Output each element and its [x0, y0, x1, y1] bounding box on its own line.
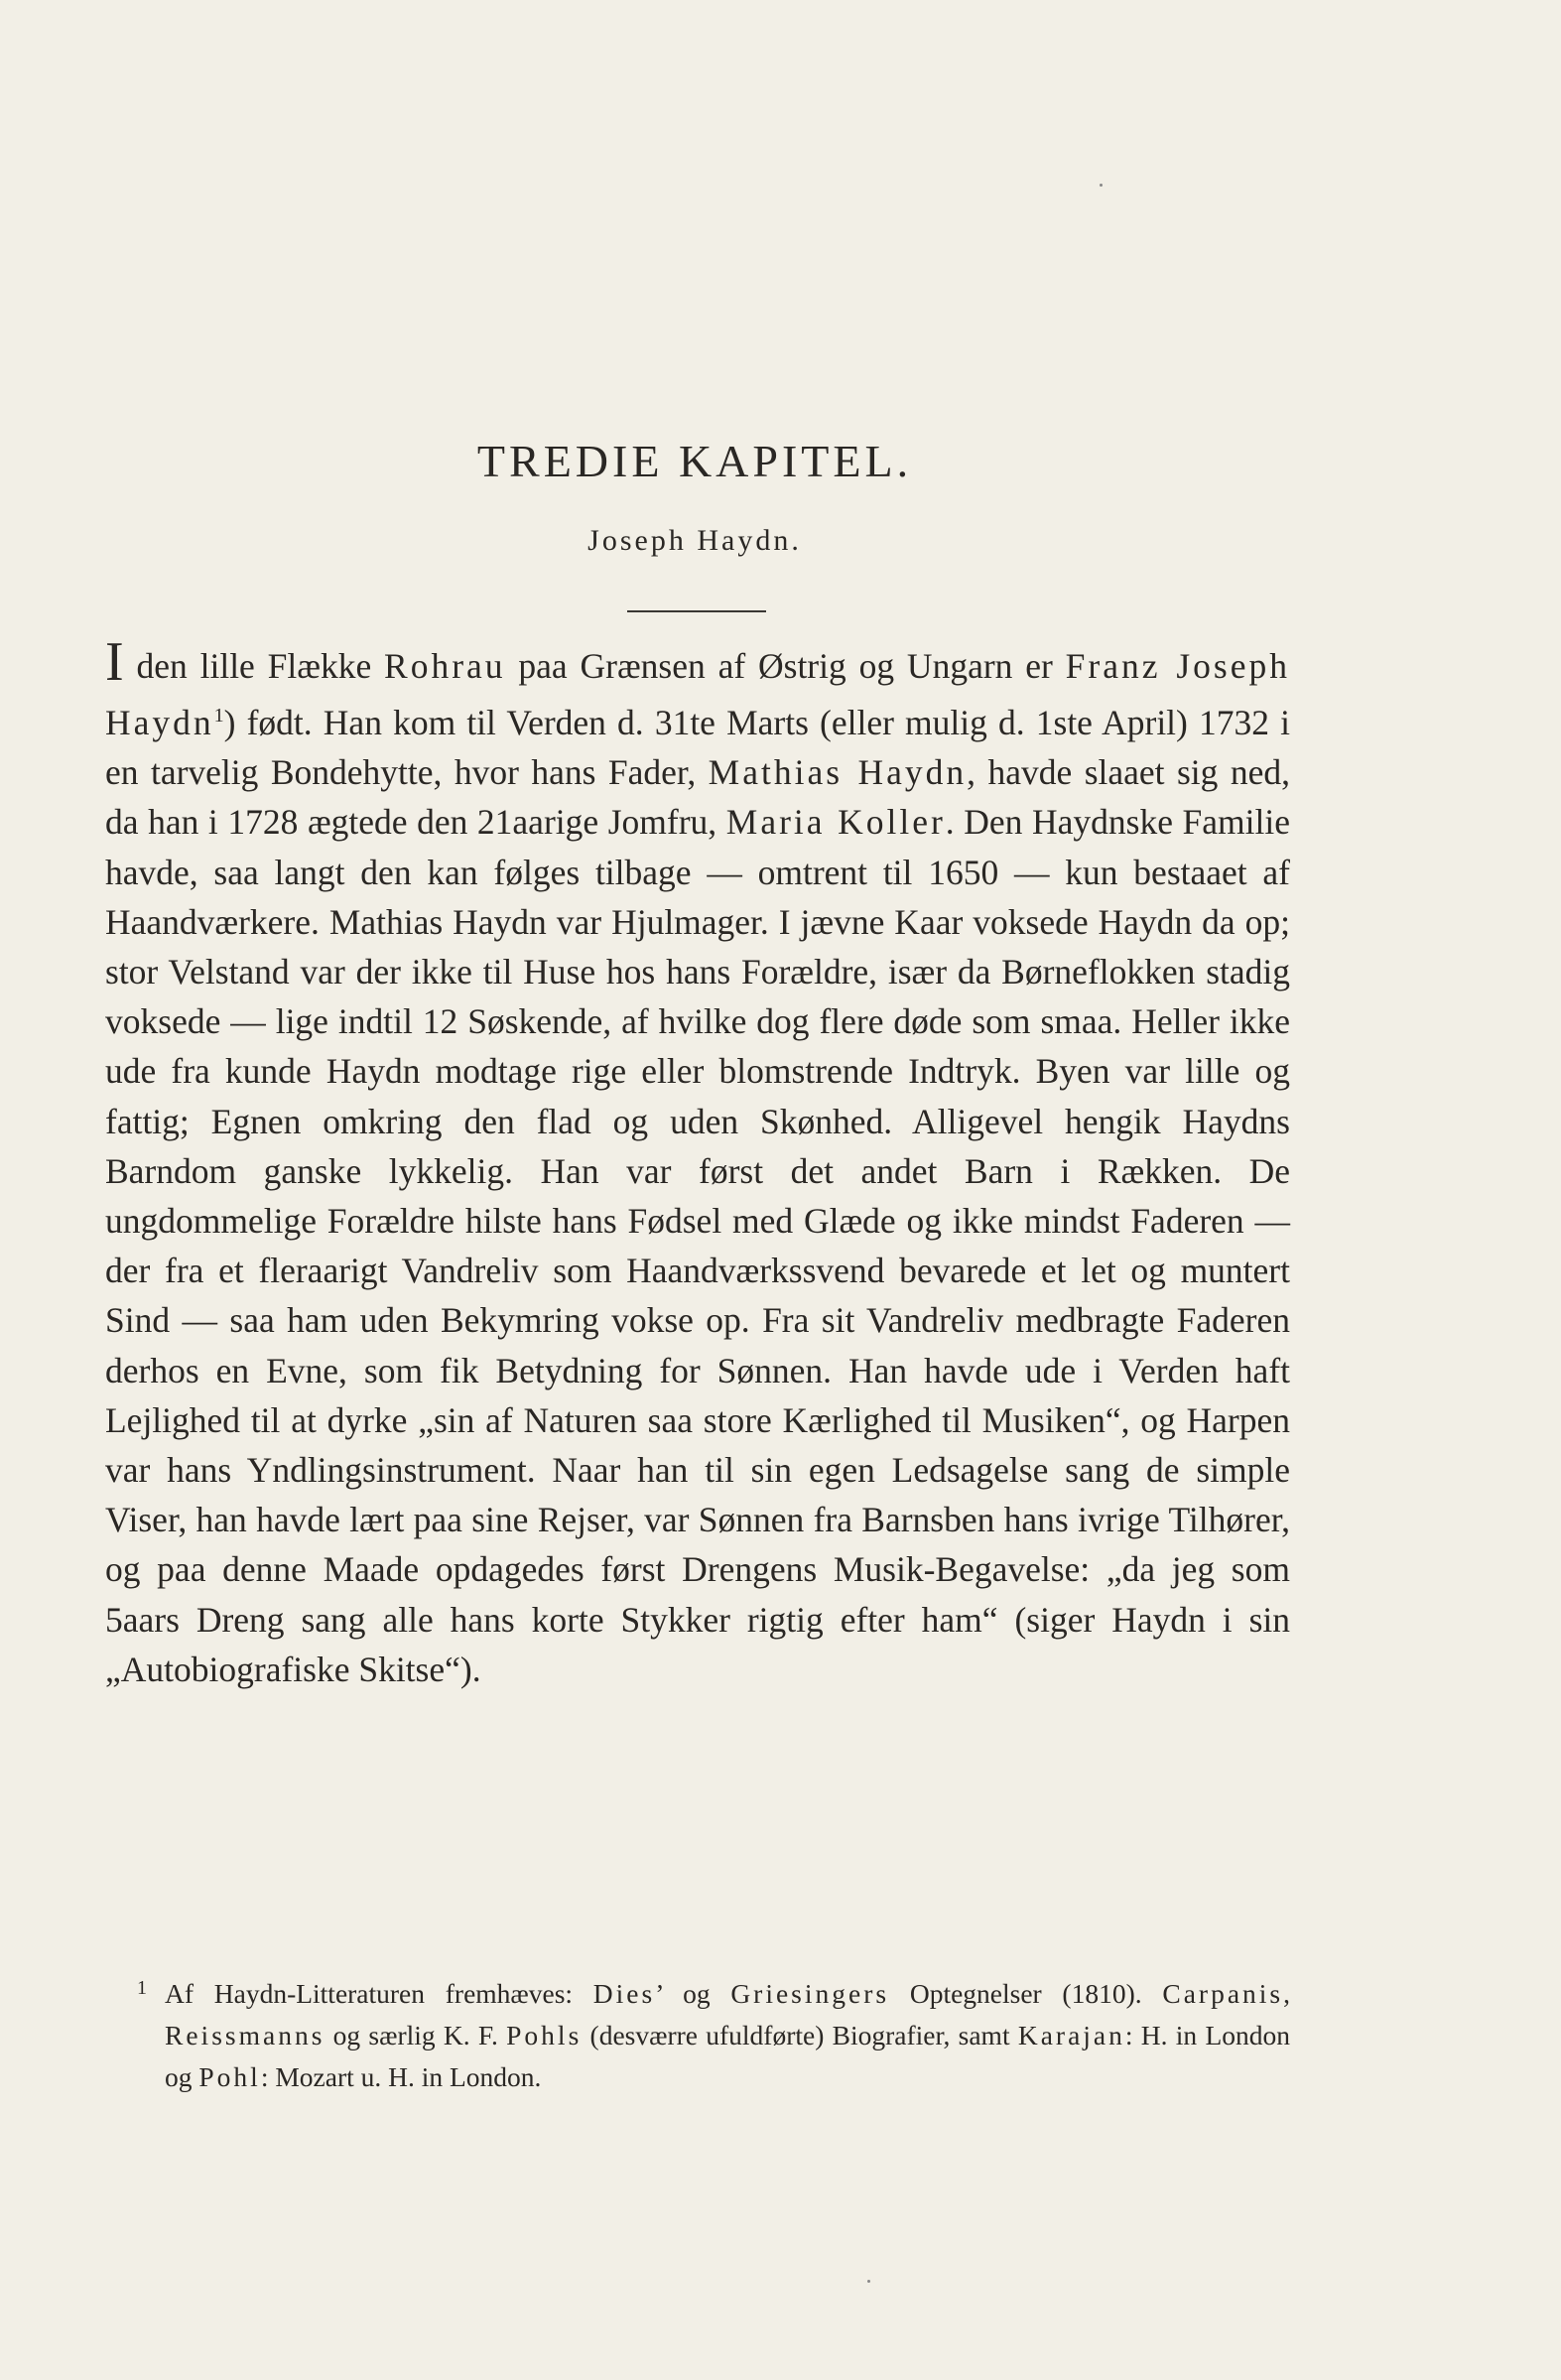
text-run: den lille Flække	[123, 646, 385, 686]
person-name: Mathias Haydn	[708, 752, 968, 793]
main-paragraph	[105, 631, 1291, 1694]
author-name: Pohls	[506, 2020, 583, 2050]
author-name: Karajan	[1017, 2020, 1125, 2050]
footnote-text: : H. in London og	[165, 2020, 1290, 2092]
footnote-text: : Mozart u. H. in London.	[260, 2061, 542, 2092]
text-run: , havde slaaet sig ned, da han i 1728 ægtede den 21aarige Jomfru,	[105, 752, 1291, 843]
author-name: Dies	[592, 1978, 656, 2009]
footnote-text: Af Haydn-Litteraturen fremhæves:	[165, 1978, 593, 2009]
text-run: paa Grænsen af Østrig og Ungarn er	[505, 646, 1066, 686]
footnote	[137, 1973, 1290, 2098]
title-divider	[627, 610, 766, 612]
footnote-text: (desværre ufuldførte) Biografier, samt	[582, 2020, 1018, 2050]
text-run: . Den Haydnske Familie havde, saa langt den kan følges tilbage — omtrent til 1650 — kun bestaaet af Haandværkere. Mathias Haydn var Hjulmager. I jævne Kaar voksede Haydn da op; stor Velstand var der ikke til Huse hos hans Forældre, især da Børneflokken stadig voksede — lige indtil 12 Søskende, af hvilke dog flere døde som smaa. Heller ikke ude fra kunde Haydn modtage rige eller blomstrende Indtryk. Byen var lille og fattig; Egnen omkring den flad og uden Skønhed. Alligevel hengik Haydns Barndom ganske lykkelig. Han var først det andet Barn i Rækken. De ungdommelige Forældre hilste hans Fødsel med Glæde og ikke mindst Faderen — der fra et fleraarigt Vandreliv som Haandværkssvend bevarede et let og muntert Sind — saa ham uden Bekymring vokse op. Fra sit Vandreliv medbragte Faderen derhos en Evne, som fik Betydning for Sønnen. Han havde ude i Verden haft Lejlighed til at dyrke „sin af Naturen saa store Kærlighed til Musiken“, og Harpen var hans Yndlingsinstrument. Naar han til sin egen Ledsagelse sang de simple Viser, han havde lært paa sine Rejser, var Sønnen fra Barnsben hans ivrige Tilhører, og paa denne Maade opdagedes først Drengens Musik-Begavelse: „da jeg som 5aars Dreng sang alle hans korte Stykker rigtig efter ham“ (siger Haydn i sin „Autobiografiske Skitse“).	[105, 802, 1290, 1689]
footnote-text: Optegnelser (1810).	[889, 1978, 1163, 2009]
text-run: Fader,	[607, 752, 709, 793]
footnote-text: ,	[1283, 1978, 1290, 2009]
speck	[867, 2280, 870, 2283]
person-name: Maria Koller	[725, 802, 946, 843]
chapter-title: TREDIE KAPITEL.	[476, 436, 913, 486]
author-name: Carpanis	[1162, 1978, 1284, 2009]
author-name: Reissmanns	[165, 2020, 325, 2050]
place-name: Rohrau	[384, 646, 506, 686]
speck	[1100, 184, 1103, 187]
chapter-subtitle: Joseph Haydn.	[587, 524, 802, 557]
footnote-text: og særlig K. F.	[325, 2020, 507, 2050]
footnote-mark: 1	[137, 1977, 147, 1999]
author-name: Griesingers	[730, 1978, 890, 2009]
footnote-ref: 1	[213, 705, 224, 727]
footnote-text: ’ og	[655, 1978, 731, 2009]
person-name: Franz Joseph Haydn	[105, 646, 1290, 743]
text-run: ) født. Han kom til Verden d. 31te Marts (eller mulig d. 1ste April) 1732 i en tarvelig Bondehytte, hvor hans	[105, 703, 1290, 793]
author-name: Pohl	[198, 2061, 261, 2092]
drop-cap: I	[105, 631, 124, 693]
